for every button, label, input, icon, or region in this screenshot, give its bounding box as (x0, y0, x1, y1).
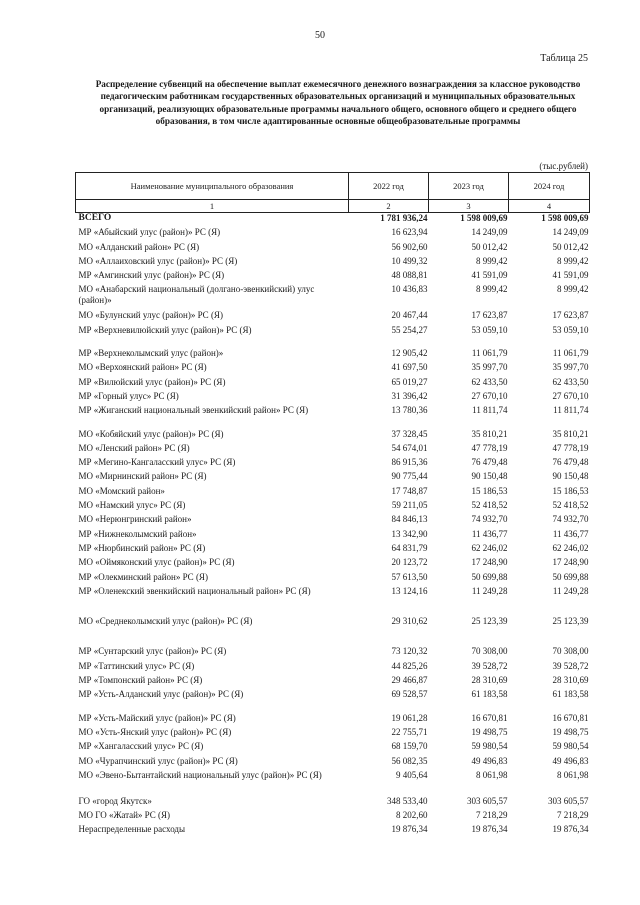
table-row (76, 457, 590, 471)
value-2023: 25 123,39 (471, 616, 508, 627)
value-2023: 62 246,02 (471, 542, 508, 553)
municipality-name: МР «Горный улус» РС (Я) (78, 390, 179, 401)
municipality-name: МО «Аллаиховский улус (район)» РС (Я) (78, 255, 238, 266)
value-2022: 348 533,40 (387, 795, 428, 806)
value-2022: 37 328,45 (391, 428, 428, 439)
value-2024: 303 605,57 (548, 795, 589, 806)
column-number-row (76, 200, 590, 213)
value-2023: 11 249,28 (471, 585, 508, 596)
table-row (76, 824, 590, 838)
table-row (76, 429, 590, 443)
value-2022: 19 061,28 (391, 712, 428, 723)
municipality-name: МО «Оймяконский улус (район)» РС (Я) (78, 557, 235, 568)
municipality-name: МР «Олекминский район» РС (Я) (78, 571, 208, 582)
value-2022: 56 082,35 (391, 755, 428, 766)
value-2024: 8 999,42 (557, 255, 589, 266)
municipality-name: МО «Анабарский национальный (долгано-эвенкийский) улус (район)» (78, 284, 315, 306)
spacer-row (76, 704, 590, 713)
table-row (76, 675, 590, 689)
value-2022: 19 876,34 (391, 824, 428, 835)
column-number: 3 (429, 200, 509, 213)
value-2024: 11 061,79 (552, 348, 589, 359)
value-2023: 90 150,48 (471, 471, 508, 482)
table-row (76, 796, 590, 810)
value-2024: 50 699,88 (552, 571, 589, 582)
spacer-row (76, 600, 590, 616)
value-2023: 50 012,42 (471, 241, 508, 252)
municipality-name: МО «Булунский улус (район)» РС (Я) (78, 310, 223, 321)
value-2023: 47 778,19 (471, 442, 508, 453)
value-2022: 17 748,87 (391, 485, 428, 496)
total-row (76, 213, 590, 228)
value-2022: 90 775,44 (391, 471, 428, 482)
value-2022: 20 467,44 (391, 310, 428, 321)
municipality-name: МО «Намский улус» РС (Я) (78, 500, 186, 511)
table-row (76, 486, 590, 500)
value-2024: 59 980,54 (552, 741, 589, 752)
municipality-name: МР «Таттинский улус» РС (Я) (78, 660, 195, 671)
table-row (76, 270, 590, 284)
municipality-name: МР «Вилюйский улус (район)» РС (Я) (78, 376, 226, 387)
value-2023: 74 932,70 (471, 514, 508, 525)
units-label: (тыс.рублей) (539, 161, 588, 171)
table-row (76, 646, 590, 660)
table-row (76, 689, 590, 703)
value-2024: 11 249,28 (552, 585, 589, 596)
municipality-name: МР «Амгинский улус (район)» РС (Я) (78, 270, 225, 281)
value-2023: 15 186,53 (471, 485, 508, 496)
value-2024: 27 670,10 (552, 390, 589, 401)
table-row (76, 529, 590, 543)
table-row (76, 242, 590, 256)
table-row (76, 810, 590, 824)
table-row (76, 770, 590, 796)
value-2022: 29 466,87 (391, 675, 428, 686)
value-2023: 50 699,88 (471, 571, 508, 582)
value-2024: 62 433,50 (552, 376, 589, 387)
value-2022: 13 342,90 (391, 528, 428, 539)
value-2024: 76 479,48 (552, 457, 589, 468)
value-2024: 74 932,70 (552, 514, 589, 525)
municipality-name: МО «Нерюнгринский район» (78, 514, 192, 525)
value-2024: 50 012,42 (552, 241, 589, 252)
value-2022: 57 613,50 (391, 571, 428, 582)
value-2024: 62 246,02 (552, 542, 589, 553)
municipality-name: МР «Усть-Майский улус (район)» РС (Я) (78, 712, 236, 723)
value-2023: 8 999,42 (476, 255, 508, 266)
value-2023: 1 598 009,69 (460, 213, 508, 223)
value-2023: 8 999,42 (476, 284, 508, 295)
municipality-name: МО «Эвено-Бытантайский национальный улус (район)» РС (Я) (78, 769, 322, 780)
table-row (76, 471, 590, 485)
municipality-name: МО «Верхоянский район» РС (Я) (78, 362, 207, 373)
value-2024: 11 436,77 (552, 528, 589, 539)
value-2024: 15 186,53 (552, 485, 589, 496)
municipality-name: МР «Верхневилюйский улус (район)» РС (Я) (78, 324, 252, 335)
value-2023: 62 433,50 (471, 376, 508, 387)
value-2024: 16 670,81 (552, 712, 589, 723)
value-2022: 84 846,13 (391, 514, 428, 525)
value-2023: 41 591,09 (471, 270, 508, 281)
value-2023: 28 310,69 (471, 675, 508, 686)
page-number: 50 (315, 30, 325, 41)
value-2023: 17 623,87 (471, 310, 508, 321)
municipality-name: МР «Нюрбинский район» РС (Я) (78, 542, 206, 553)
value-2024: 8 999,42 (557, 284, 589, 295)
value-2023: 52 418,52 (471, 500, 508, 511)
table-row (76, 310, 590, 324)
column-header-2023: 2023 год (429, 173, 509, 200)
value-2024: 61 183,58 (552, 689, 589, 700)
value-2022: 68 159,70 (391, 741, 428, 752)
value-2022: 73 120,32 (391, 646, 428, 657)
value-2022: 41 697,50 (391, 362, 428, 373)
municipality-name: МР «Оленекский эвенкийский национальный район» РС (Я) (78, 585, 311, 596)
table-row (76, 756, 590, 770)
value-2024: 17 248,90 (552, 557, 589, 568)
value-2023: 7 218,29 (476, 810, 508, 821)
value-2024: 1 598 009,69 (541, 213, 589, 223)
municipality-name: ВСЕГО (78, 213, 112, 223)
municipality-name: МР «Томпонский район» РС (Я) (78, 675, 203, 686)
table-row (76, 713, 590, 727)
table-row (76, 586, 590, 600)
value-2022: 10 436,83 (391, 284, 428, 295)
municipality-name: Нераспределенные расходы (78, 824, 186, 835)
value-2023: 61 183,58 (471, 689, 508, 700)
municipality-name: МО «Кобяйский улус (район)» РС (Я) (78, 428, 224, 439)
value-2023: 19 498,75 (471, 726, 508, 737)
value-2024: 90 150,48 (552, 471, 589, 482)
table-row (76, 377, 590, 391)
value-2024: 39 528,72 (552, 660, 589, 671)
value-2022: 86 915,36 (391, 457, 428, 468)
value-2024: 19 876,34 (552, 824, 589, 835)
table-row (76, 616, 590, 630)
value-2022: 31 396,42 (391, 390, 428, 401)
value-2023: 11 436,77 (471, 528, 508, 539)
table-header-row (76, 173, 590, 200)
municipality-name: МО «Усть-Янский улус (район)» РС (Я) (78, 726, 232, 737)
municipality-name: МР «Жиганский национальный эвенкийский район» РС (Я) (78, 405, 309, 416)
table-row (76, 514, 590, 528)
value-2024: 14 249,09 (552, 227, 589, 238)
municipality-name: МР «Абыйский улус (район)» РС (Я) (78, 227, 221, 238)
municipality-name: МО «Ленский район» РС (Я) (78, 442, 190, 453)
value-2023: 17 248,90 (471, 557, 508, 568)
value-2024: 19 498,75 (552, 726, 589, 737)
table-row (76, 727, 590, 741)
value-2022: 56 902,60 (391, 241, 428, 252)
table-row (76, 325, 590, 339)
value-2023: 11 811,74 (472, 405, 508, 416)
value-2022: 55 254,27 (391, 324, 428, 335)
value-2023: 70 308,00 (471, 646, 508, 657)
value-2022: 64 831,79 (391, 542, 428, 553)
table-row (76, 443, 590, 457)
value-2023: 14 249,09 (471, 227, 508, 238)
value-2024: 8 061,98 (557, 769, 589, 780)
value-2022: 13 124,16 (391, 585, 428, 596)
value-2022: 10 499,32 (391, 255, 428, 266)
value-2024: 70 308,00 (552, 646, 589, 657)
value-2022: 22 755,71 (391, 726, 428, 737)
value-2023: 8 061,98 (476, 769, 508, 780)
value-2022: 9 405,64 (396, 769, 428, 780)
municipality-name: МР «Нижнеколымский район» (78, 528, 197, 539)
municipality-name: МО «Среднеколымский улус (район)» РС (Я) (78, 616, 253, 627)
table-row (76, 391, 590, 405)
column-number: 2 (349, 200, 429, 213)
column-number: 1 (76, 200, 349, 213)
value-2022: 69 528,57 (391, 689, 428, 700)
value-2024: 28 310,69 (552, 675, 589, 686)
value-2022: 48 088,81 (391, 270, 428, 281)
value-2024: 17 623,87 (552, 310, 589, 321)
municipality-name: МО ГО «Жатай» РС (Я) (78, 810, 171, 821)
value-2023: 303 605,57 (467, 795, 508, 806)
spacer-row (76, 420, 590, 429)
table-row (76, 557, 590, 571)
spacer-row (76, 630, 590, 646)
column-number: 4 (509, 200, 590, 213)
value-2022: 65 019,27 (391, 376, 428, 387)
value-2022: 20 123,72 (391, 557, 428, 568)
value-2022: 16 623,94 (391, 227, 428, 238)
value-2024: 52 418,52 (552, 500, 589, 511)
value-2024: 47 778,19 (552, 442, 589, 453)
table-row (76, 227, 590, 241)
table-row (76, 362, 590, 376)
value-2024: 35 997,70 (552, 362, 589, 373)
municipality-name: МО «Чурапчинский улус (район)» РС (Я) (78, 755, 238, 766)
value-2023: 27 670,10 (471, 390, 508, 401)
value-2024: 35 810,21 (552, 428, 589, 439)
value-2022: 1 781 936,24 (380, 213, 428, 223)
column-header-name: Наименование муниципального образования (76, 173, 349, 200)
municipality-name: МО «Алданский район» РС (Я) (78, 241, 200, 252)
table-row (76, 741, 590, 755)
municipality-name: МР «Мегино-Кангаласский улус» РС (Я) (78, 457, 236, 468)
value-2023: 59 980,54 (471, 741, 508, 752)
table-row (76, 348, 590, 362)
value-2024: 7 218,29 (557, 810, 589, 821)
municipality-name: МР «Верхнеколымский улус (район)» (78, 348, 224, 359)
value-2023: 16 670,81 (471, 712, 508, 723)
value-2022: 44 825,26 (391, 660, 428, 671)
value-2024: 41 591,09 (552, 270, 589, 281)
document-title: Распределение субвенций на обеспечение выплат ежемесячного денежного вознаграждения за классное руководство педагогическим работникам государственных образовательных организаций и муниципальных образовательных организаций, реализующих образовательные программы начального общего, основного общего и среднего общего образования, в том числе адаптированные основные общеобразовательные программы (95, 79, 581, 126)
value-2022: 59 211,05 (391, 500, 428, 511)
value-2022: 13 780,36 (391, 405, 428, 416)
table-row (76, 405, 590, 419)
value-2022: 54 674,01 (391, 442, 428, 453)
column-header-2022: 2022 год (349, 173, 429, 200)
municipality-name: МР «Усть-Алданский улус (район)» РС (Я) (78, 689, 244, 700)
table-row (76, 572, 590, 586)
value-2023: 53 059,10 (471, 324, 508, 335)
table-row (76, 256, 590, 270)
municipality-name: ГО «город Якутск» (78, 795, 152, 806)
value-2022: 8 202,60 (396, 810, 428, 821)
value-2024: 11 811,74 (553, 405, 589, 416)
spacer-row (76, 339, 590, 348)
value-2022: 29 310,62 (391, 616, 428, 627)
value-2023: 35 997,70 (471, 362, 508, 373)
value-2023: 11 061,79 (471, 348, 508, 359)
table-body (76, 213, 590, 839)
value-2024: 49 496,83 (552, 755, 589, 766)
subsidy-table (75, 172, 590, 839)
municipality-name: МР «Сунтарский улус (район)» РС (Я) (78, 646, 227, 657)
value-2024: 53 059,10 (552, 324, 589, 335)
value-2023: 49 496,83 (471, 755, 508, 766)
municipality-name: МО «Мирнинский район» РС (Я) (78, 471, 207, 482)
value-2024: 25 123,39 (552, 616, 589, 627)
value-2023: 39 528,72 (471, 660, 508, 671)
value-2023: 76 479,48 (471, 457, 508, 468)
municipality-name: МР «Хангаласский улус» РС (Я) (78, 741, 204, 752)
value-2022: 12 905,42 (391, 348, 428, 359)
table-row (76, 543, 590, 557)
table-label: Таблица 25 (540, 53, 588, 64)
table-row (76, 500, 590, 514)
column-header-2024: 2024 год (509, 173, 590, 200)
table-row (76, 661, 590, 675)
table-row (76, 284, 590, 310)
municipality-name: МО «Момский район» (78, 485, 165, 496)
value-2023: 35 810,21 (471, 428, 508, 439)
value-2023: 19 876,34 (471, 824, 508, 835)
